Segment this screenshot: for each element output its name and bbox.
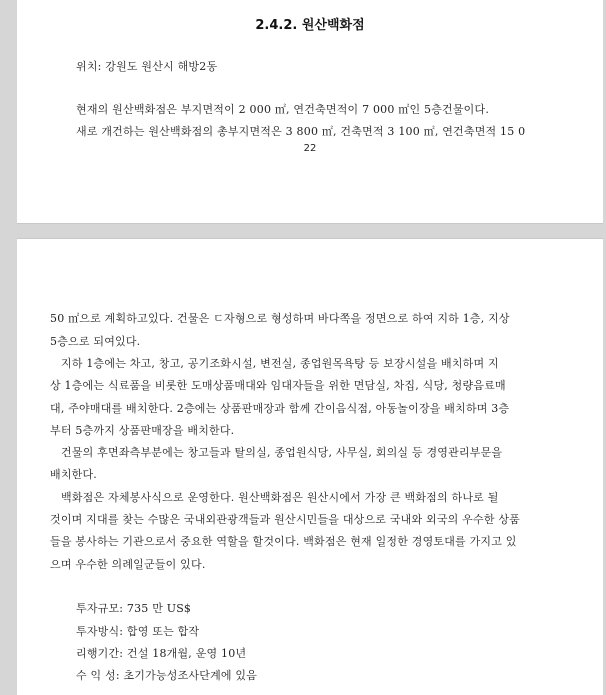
duration: 리행기간: 건설 18개월, 운영 10년 bbox=[76, 647, 247, 660]
body-line: 백화점은 자체봉사식으로 운영한다. 원산백화점은 원산시에서 가장 큰 백화점의 하나로 될 bbox=[61, 491, 499, 504]
body-line: 새로 개건하는 원산백화점의 총부지면적은 3 800 ㎡, 건축면적 3 100 ㎡, 연건축면적 15 0 bbox=[76, 125, 526, 138]
investment-scale: 투자규모: 735 만 US$ bbox=[76, 602, 192, 615]
body-line: 현재의 원산백화점은 부지면적이 2 000 ㎡, 연건축면적이 7 000 ㎡인 5층건물이다. bbox=[76, 103, 490, 116]
body-line: 부터 5층까지 상품판매장을 배치한다. bbox=[50, 424, 235, 437]
body-line: 대, 주야매대를 배치한다. 2층에는 상품판매장과 함께 간이음식점, 아동놀이장을 배치하며 3층 bbox=[50, 402, 510, 415]
body-line: 50 ㎡으로 계획하고있다. 건물은 ㄷ자형으로 형성하며 바다쪽을 정면으로 하여 지하 1층, 지상 bbox=[50, 312, 510, 325]
body-line: 건물의 후면좌측부분에는 창고들과 탈의실, 종업원식당, 사무실, 회의실 등 경영관리부문을 bbox=[61, 446, 503, 459]
body-line: 상 1층에는 식료품을 비롯한 도매상품매대와 임대자들을 위한 면담실, 차집, 식당, 청량음료매 bbox=[50, 379, 506, 392]
document-page-1 bbox=[17, 0, 603, 224]
page-number: 22 bbox=[303, 143, 317, 154]
profitability: 수 익 성: 초기가능성조사단계에 있음 bbox=[76, 669, 258, 682]
body-line: 배치한다. bbox=[50, 468, 98, 481]
body-line: 들을 봉사하는 기관으로서 중요한 역할을 할것이다. 백화점은 현재 일정한 경영토대를 가지고 있 bbox=[50, 535, 517, 548]
body-line: 으며 우수한 의례일군들이 있다. bbox=[50, 558, 206, 571]
section-title: 2.4.2. 원산백화점 bbox=[255, 18, 365, 33]
investment-method: 투자방식: 합영 또는 합작 bbox=[76, 625, 200, 638]
location-line: 위치: 강원도 원산시 해방2동 bbox=[76, 60, 218, 73]
document-page-2 bbox=[17, 238, 603, 695]
body-line: 지하 1층에는 차고, 창고, 공기조화시설, 변전실, 종업원목욕탕 등 보장시설을 배치하며 지 bbox=[61, 357, 499, 370]
body-line: 5층으로 되여있다. bbox=[50, 335, 141, 348]
body-line: 것이며 지대를 찾는 수많은 국내외관광객들과 원산시민들을 대상으로 국내와 외국의 우수한 상품 bbox=[50, 513, 521, 526]
